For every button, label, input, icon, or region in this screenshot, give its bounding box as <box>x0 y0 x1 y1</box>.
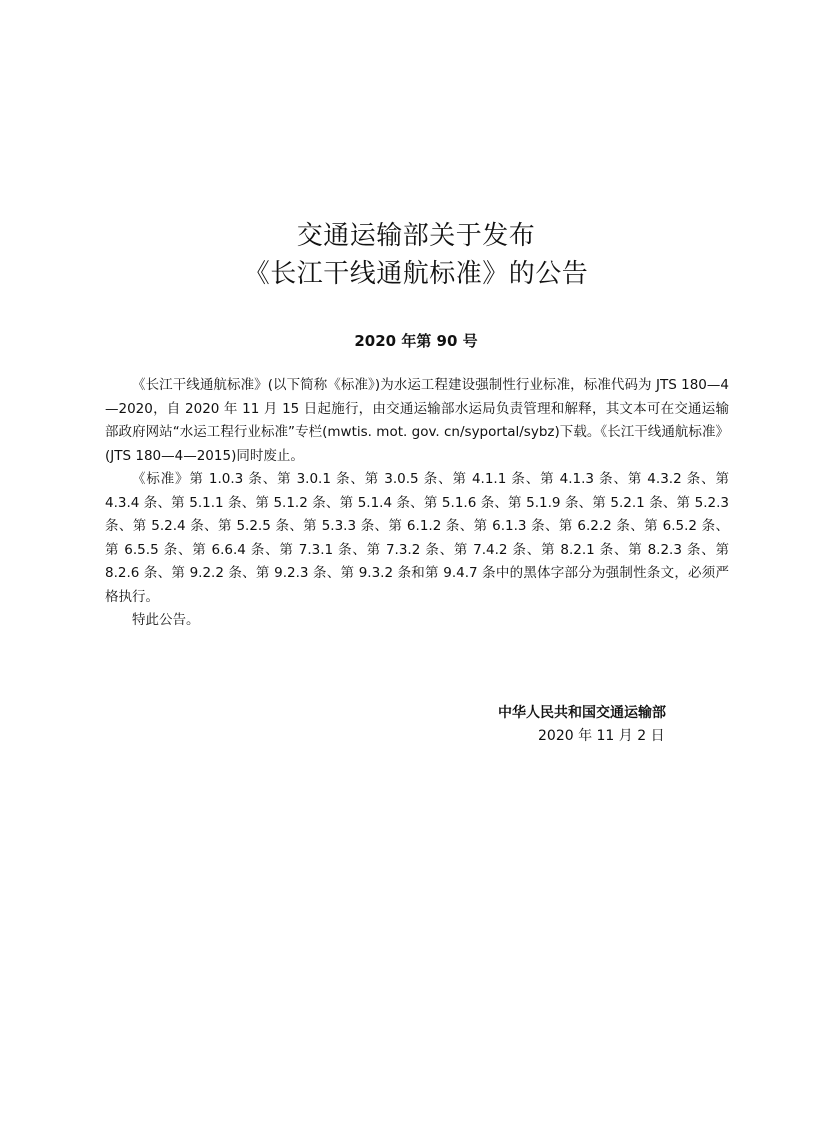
issuing-authority: 中华人民共和国交通运输部 <box>498 705 666 721</box>
announcement-title-line1: 交通运输部关于发布 <box>296 221 536 251</box>
body-paragraph-1: 《长江干线通航标准》(以下简称《标准》)为水运工程建设强制性行业标准，标准代码为 JTS 180—4—2020，自 2020 年 11 月 15 日起施行，由交通运输部水运局负责管理和解释，其文本可在交通运输部政府网站“水运工程行业标准”专栏(mwtis. mot. gov. cn/syportal/sybz)下载。《长江干线通航标准》(JTS 180—4—2015)同时废止。 <box>105 377 729 464</box>
body-paragraph-3: 特此公告。 <box>132 612 200 628</box>
body-paragraph-2: 《标准》第 1.0.3 条、第 3.0.1 条、第 3.0.5 条、第 4.1.1 条、第 4.1.3 条、第 4.3.2 条、第 4.3.4 条、第 5.1.1 条、第 5.1.2 条、第 5.1.4 条、第 5.1.6 条、第 5.1.9 条、第 5.2.1 条、第 5.2.3 条、第 5.2.4 条、第 5.2.5 条、第 5.3.3 条、第 6.1.2 条、第 6.1.3 条、第 6.2.2 条、第 6.5.2 条、第 6.5.5 条、第 6.6.4 条、第 7.3.1 条、第 7.3.2 条、第 7.4.2 条、第 8.2.1 条、第 8.2.3 条、第 8.2.6 条、第 9.2.2 条、第 9.2.3 条、第 9.3.2 条和第 9.4.7 条中的黑体字部分为强制性条文，必须严格执行。 <box>105 471 729 605</box>
issue-date: 2020 年 11 月 2 日 <box>538 728 665 744</box>
announcement-body <box>105 374 729 633</box>
announcement-number: 2020 年第 90 号 <box>354 332 478 350</box>
announcement-title-line2: 《长江干线通航标准》的公告 <box>243 259 589 289</box>
